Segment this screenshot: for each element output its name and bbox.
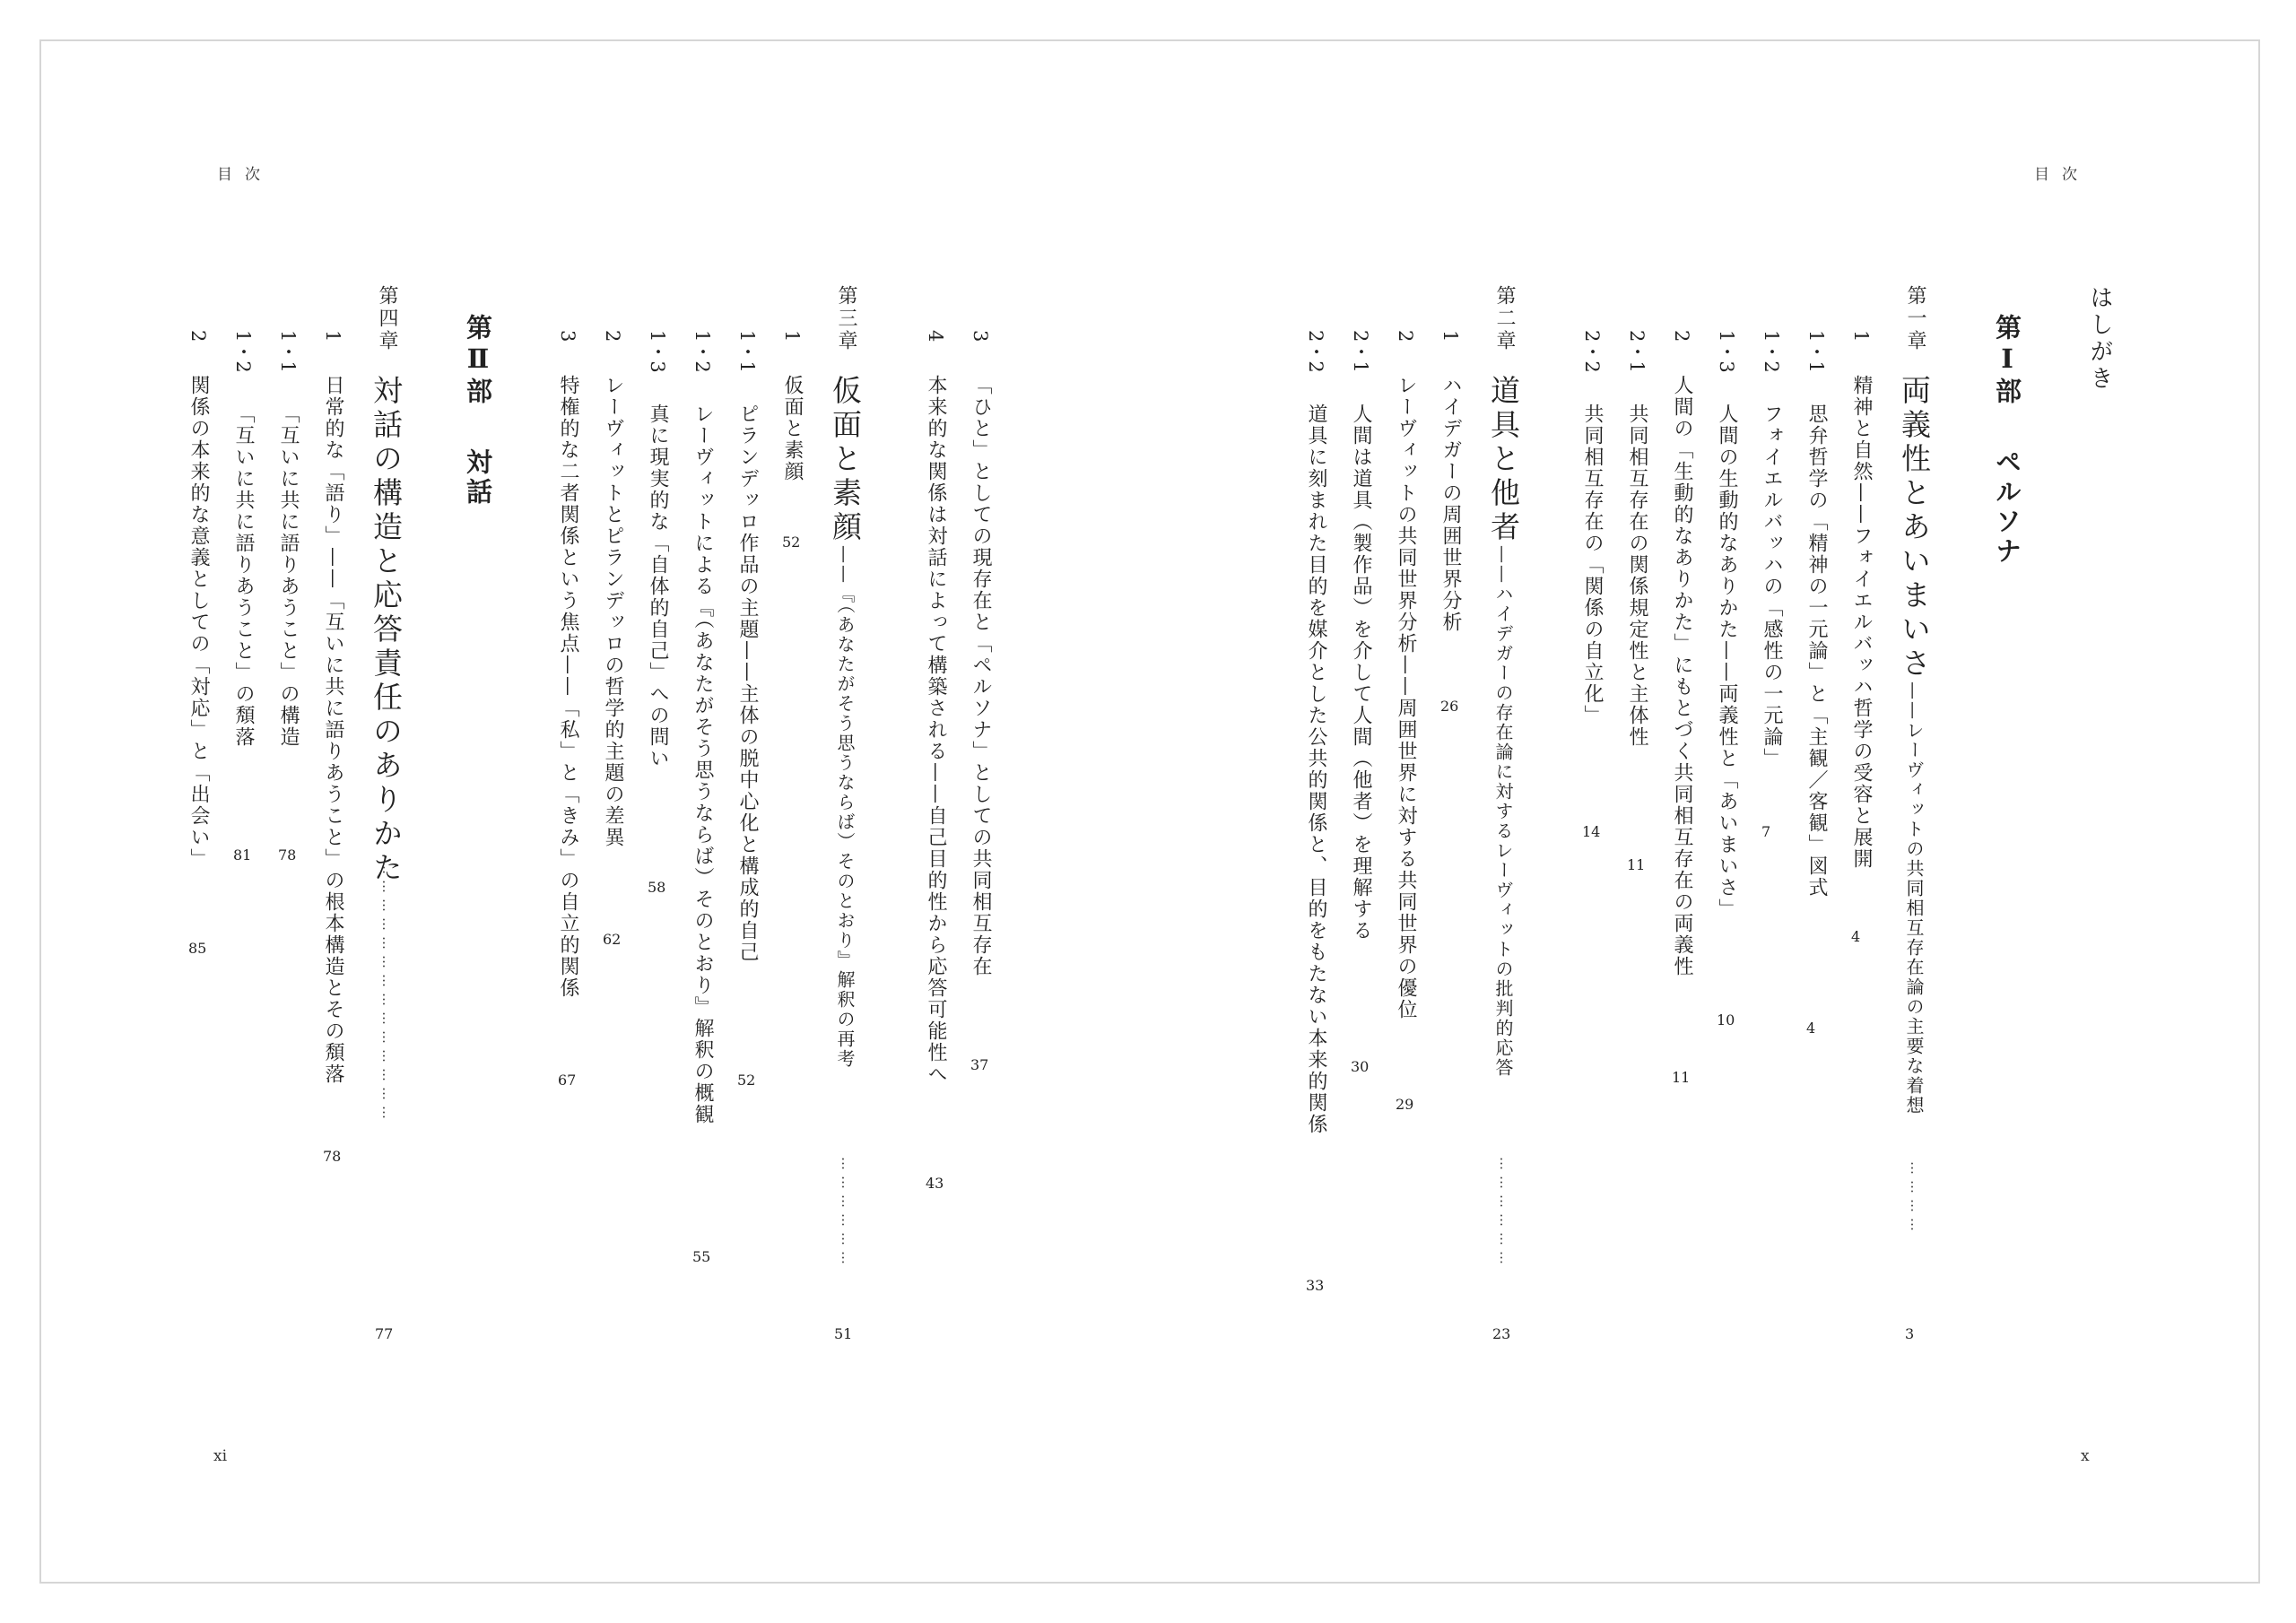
chapter1-title: 両義性とあいまいさ——レーヴィットの共同相互存在論の主要な着想	[1897, 375, 1932, 1115]
chapter3-leader-dots: ………………	[839, 1157, 855, 1270]
part1-label: 第Ⅰ部	[1992, 314, 2022, 407]
chapter3-page: 51	[834, 1325, 853, 1342]
toc-entry-page: 11	[1672, 1069, 1691, 1086]
chapter1-leader-dots: …………	[1908, 1161, 1924, 1237]
toc-entry-number: 1・1	[1805, 330, 1827, 373]
toc-entry-number: 1	[1439, 330, 1461, 343]
toc-entry-text: フォイエルバッハの「感性の一元論」	[1761, 404, 1783, 769]
toc-entry-number: 1	[322, 330, 344, 343]
toc-entry-page: 4	[1806, 1020, 1816, 1037]
toc-entry-text: 共同相互存在の関係規定性と主体性	[1626, 404, 1648, 748]
toc-entry-number: 2・1	[1350, 330, 1371, 373]
toc-entry-page: 37	[970, 1056, 989, 1073]
toc-entry-page: 55	[692, 1248, 711, 1265]
toc-entry-text: 道具に刻まれた目的を媒介とした公共的関係と、目的をもたない本来的関係	[1305, 404, 1327, 1135]
toc-entry-number: 4	[925, 330, 946, 343]
toc-entry-text: 仮面と素顔	[781, 375, 804, 482]
right-page-number: x	[2081, 1447, 2090, 1465]
toc-entry-page: 11	[1627, 856, 1646, 873]
toc-entry-page: 78	[278, 846, 297, 864]
toc-entry-page: 52	[737, 1072, 756, 1089]
toc-entry-text: 本来的な関係は対話によって構築される——自己目的性から応答可能性へ	[925, 375, 947, 1085]
toc-entry-number: 3	[557, 330, 578, 343]
toc-entry-page: 4	[1851, 928, 1861, 945]
chapter1-label: 第一章	[1904, 285, 1926, 352]
toc-entry-text: 関係の本来的な意義としての「対応」と「出会い」	[187, 375, 210, 870]
left-running-header: 目次	[217, 166, 273, 184]
chapter1-page: 3	[1905, 1325, 1915, 1342]
toc-entry-page: 14	[1582, 823, 1601, 840]
part2-title: 対話	[463, 448, 493, 508]
chapter2-page: 23	[1492, 1325, 1511, 1342]
toc-entry-number: 1	[781, 330, 803, 343]
chapter2-title: 道具と他者——ハイデガーの存在論に対するレーヴィットの批判的応答	[1486, 375, 1521, 1078]
toc-entry-number: 1・2	[232, 330, 254, 373]
toc-entry-text: ピランデッロ作品の主題——主体の脱中心化と構成的自己	[736, 404, 759, 963]
toc-entry-page: 85	[188, 940, 207, 957]
toc-entry-text: 精神と自然——フォイエルバッハ哲学の受容と展開	[1850, 375, 1873, 870]
toc-entry-page: 62	[603, 931, 622, 948]
toc-entry-number: 2・2	[1305, 330, 1326, 373]
chapter4-leader-dots: ……………………………………	[379, 861, 396, 1124]
toc-entry-text: ハイデガーの周囲世界分析	[1439, 375, 1462, 633]
toc-entry-number: 1	[1850, 330, 1872, 343]
toc-entry-text: 思弁哲学の「精神の一元論」と「主観／客観」図式	[1805, 404, 1828, 898]
toc-entry-text: 日常的な「語り」——「互いに共に語りあうこと」の根本構造とその頽落	[322, 375, 344, 1085]
toc-entry-text: 「ひと」としての現存在と「ペルソナ」としての共同相互存在	[970, 375, 992, 977]
part1-title: ペルソナ	[1992, 448, 2022, 567]
toc-entry-page: 43	[926, 1175, 944, 1192]
toc-entry-number: 2	[602, 330, 623, 343]
toc-entry-number: 1・3	[647, 330, 668, 373]
toc-entry-number: 2・2	[1581, 330, 1603, 373]
right-running-header: 目次	[2034, 166, 2090, 184]
toc-entry-number: 2	[1395, 330, 1416, 343]
toc-entry-text: レーヴィットとピランデッロの哲学的主題の差異	[602, 375, 624, 848]
toc-entry-page: 58	[648, 879, 666, 896]
chapter2-label: 第二章	[1493, 285, 1516, 352]
toc-entry-page: 67	[558, 1072, 577, 1089]
toc-entry-number: 1・3	[1716, 330, 1737, 373]
chapter4-page: 77	[375, 1325, 394, 1342]
chapter4-title: 対話の構造と応答責任のありかた	[369, 375, 404, 886]
toc-entry-number: 2	[187, 330, 209, 343]
chapter2-leader-dots: ………………	[1497, 1157, 1513, 1270]
chapter3-title: 仮面と素顔——『（あなたがそう思うならば）そのとおり』解釈の再考	[828, 375, 863, 1069]
toc-entry-page: 30	[1351, 1058, 1370, 1075]
toc-entry-number: 2	[1671, 330, 1692, 343]
toc-entry-page: 26	[1440, 698, 1459, 715]
left-page-number: xi	[213, 1447, 228, 1465]
toc-entry-number: 2・1	[1626, 330, 1648, 373]
toc-entry-text: レーヴィットの共同世界分析——周囲世界に対する共同世界の優位	[1395, 375, 1417, 1020]
toc-entry-page: 29	[1396, 1096, 1414, 1113]
chapter3-label: 第三章	[835, 285, 857, 352]
toc-entry-page: 78	[323, 1148, 342, 1165]
chapter4-label: 第四章	[376, 285, 398, 352]
toc-entry-text: 共同相互存在の「関係の自立化」	[1581, 404, 1604, 726]
toc-entry-text: レーヴィットによる『（あなたがそう思うならば）そのとおり』解釈の概観	[691, 404, 714, 1125]
toc-entry-text: 人間の「生動的なありかた」にもとづく共同相互存在の両義性	[1671, 375, 1693, 977]
toc-entry-text: 「互いに共に語りあうこと」の頽落	[232, 404, 255, 748]
toc-entry-text: 真に現実的な「自体的自己」への問い	[647, 404, 669, 769]
toc-entry-number: 1・1	[736, 330, 758, 373]
toc-entry-page: 10	[1717, 1011, 1735, 1028]
toc-entry-text: 「互いに共に語りあうこと」の構造	[277, 404, 300, 748]
toc-entry-text: 人間の生動的なありかた——両義性と「あいまいさ」	[1716, 404, 1738, 920]
toc-entry-page: 81	[233, 846, 252, 864]
toc-entry-number: 1・1	[277, 330, 299, 373]
toc-entry-number: 1・2	[1761, 330, 1782, 373]
toc-entry-text: 人間は道具（製作品）を介して人間（他者）を理解する	[1350, 404, 1372, 942]
toc-entry-page: 7	[1761, 823, 1771, 840]
toc-entry-page: 52	[782, 534, 801, 551]
toc-entry-number: 3	[970, 330, 991, 343]
preface-title: はしがき	[2086, 285, 2113, 393]
toc-entry-number: 1・2	[691, 330, 713, 373]
part2-label: 第Ⅱ部	[463, 314, 493, 407]
toc-entry-page: 33	[1306, 1277, 1325, 1294]
toc-entry-text: 特権的な二者関係という焦点——「私」と「きみ」の自立的関係	[557, 375, 579, 999]
